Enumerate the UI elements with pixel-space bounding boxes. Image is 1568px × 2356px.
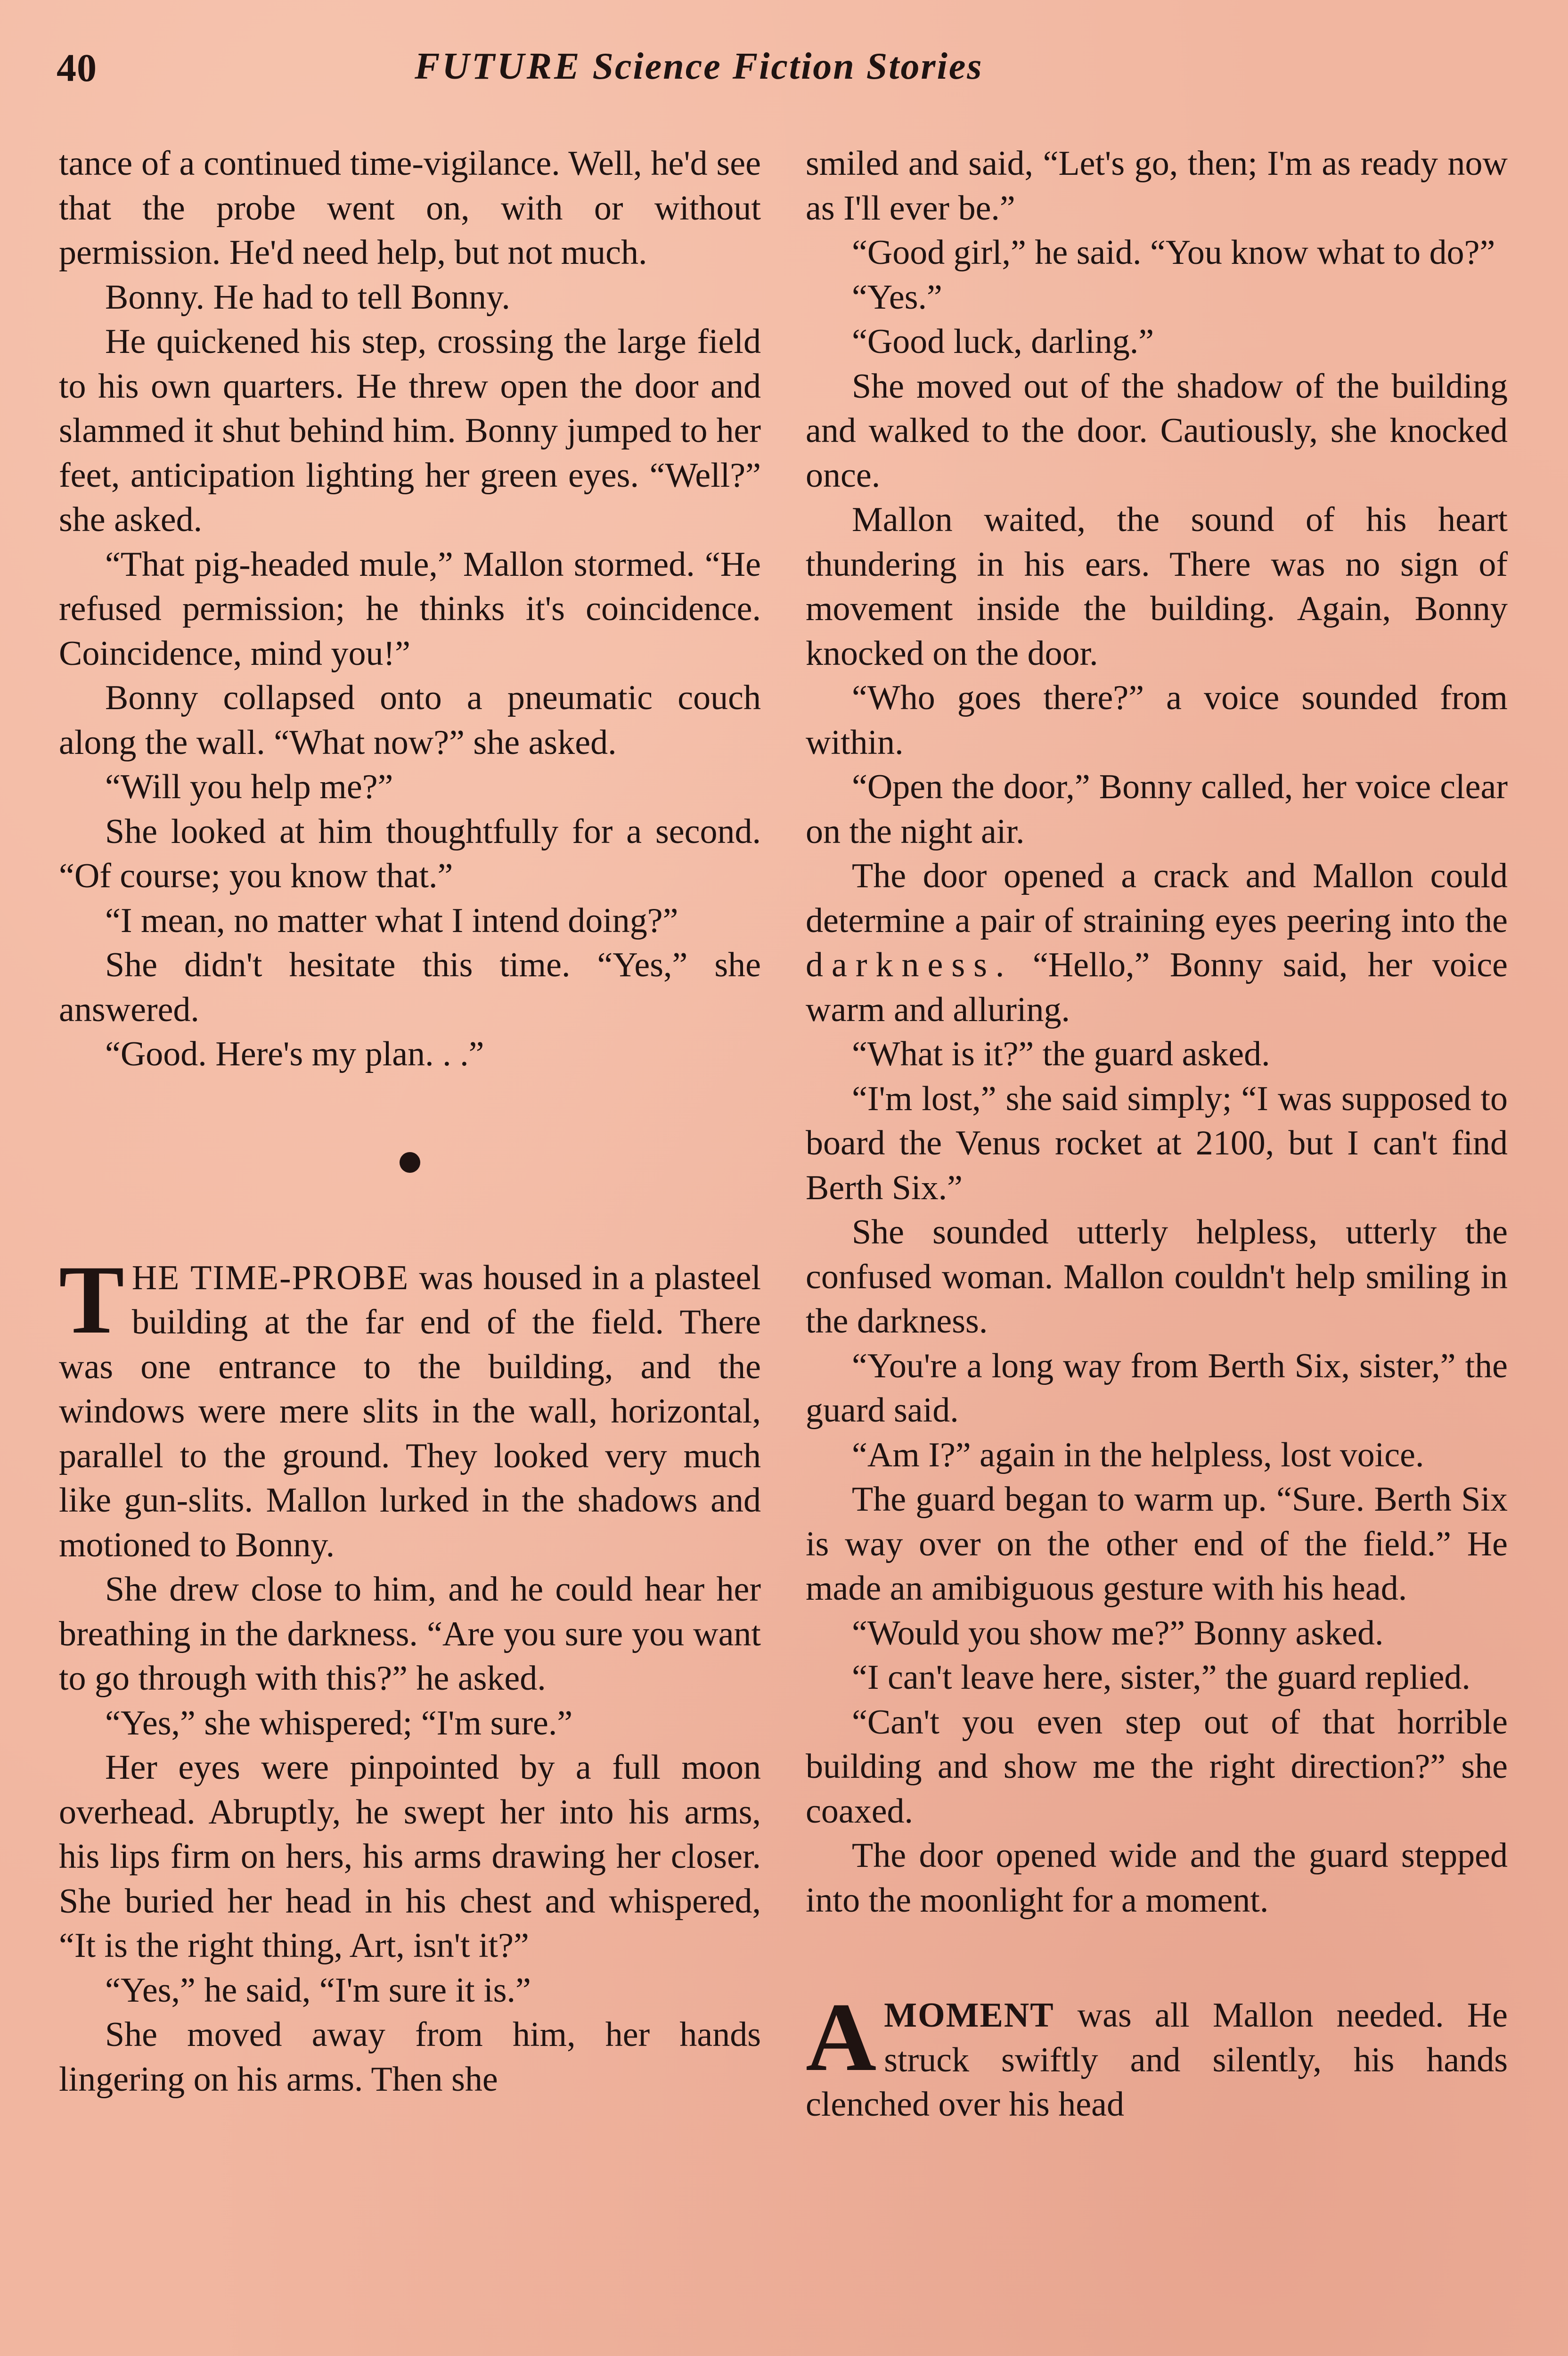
drop-cap: A — [806, 1983, 877, 2091]
paragraph: The guard began to warm up. “Sure. Berth Six is way over on the other end of the field.” He made an amibiguous gesture with his head. — [806, 1480, 1508, 1608]
paragraph: smiled and said, “Let's go, then; I'm as ready now as I'll ever be.” — [806, 144, 1508, 228]
paragraph-text: The door opened a crack and Mallon could determine a pair of straining eyes peering into the — [806, 857, 1508, 940]
section-break-dot-icon — [400, 1152, 420, 1173]
paragraph: “Will you help me?” — [105, 768, 393, 806]
paragraph: Bonny collapsed onto a pneumatic couch along the wall. “What now?” she asked. — [59, 679, 761, 762]
paragraph: “That pig-headed mule,” Mallon stormed. “He refused permission; he thinks it's coincidence. Coincidence, mind you!” — [59, 545, 761, 673]
section-opening-paragraph — [59, 1245, 761, 1568]
paragraph: “Yes.” — [852, 278, 942, 317]
running-title-future: FUTURE — [415, 46, 582, 87]
paragraph: “What is it?” the guard asked. — [852, 1035, 1270, 1073]
paragraph: “Open the door,” Bonny called, her voice clear on the night air. — [806, 768, 1508, 851]
paragraph-text: “Hello,” Bonny said, her voice warm and alluring. — [806, 946, 1508, 1029]
paragraph: “Good girl,” he said. “You know what to do?” — [852, 233, 1495, 272]
section-opening-paragraph — [806, 1983, 1508, 2127]
paragraph: She moved out of the shadow of the building and walked to the door. Cautiously, she knocked once. — [806, 367, 1508, 495]
paragraph: She didn't hesitate this time. “Yes,” she answered. — [59, 946, 761, 1029]
right-column — [806, 141, 1508, 2127]
page-header — [57, 45, 1517, 97]
paragraph: She sounded utterly helpless, utterly the confused woman. Mallon couldn't help smiling in the darkness. — [806, 1213, 1508, 1341]
paragraph: “Yes,” she whispered; “I'm sure.” — [105, 1703, 573, 1742]
paragraph: “Who goes there?” a voice sounded from within. — [806, 679, 1508, 762]
paragraph: He quickened his step, crossing the large field to his own quarters. He threw open the door and slammed it shut behind him. Bonny jumped to her feet, anticipation lighting her green eyes. “Well?” she asked. — [59, 322, 761, 539]
paragraph: “Good. Here's my plan. . .” — [105, 1035, 484, 1073]
section-break — [59, 1077, 761, 1256]
paragraph: “I mean, no matter what I intend doing?” — [105, 901, 678, 940]
paragraph: She looked at him thoughtfully for a second. “Of course; you know that.” — [59, 812, 761, 895]
lead-in-caps: HE TIME-PROBE — [131, 1258, 409, 1297]
paragraph: “Yes,” he said, “I'm sure it is.” — [105, 1971, 531, 2010]
paragraph: “I'm lost,” she said simply; “I was supposed to board the Venus rocket at 2100, but I can't find Berth Six.” — [806, 1079, 1508, 1207]
running-title-rest: Science Fiction Stories — [592, 46, 983, 87]
paragraph: Mallon waited, the sound of his heart thundering in his ears. There was no sign of movement inside the building. Again, Bonny knocked on the door. — [806, 500, 1508, 673]
paragraph: “You're a long way from Berth Six, sister,” the guard said. — [806, 1346, 1508, 1430]
paragraph: tance of a continued time-vigilance. Well, he'd see that the probe went on, with or without permission. He'd need help, but not much. — [59, 144, 761, 272]
paragraph: Bonny. He had to tell Bonny. — [105, 278, 510, 317]
paragraph: “Good luck, darling.” — [852, 322, 1154, 361]
running-title — [415, 45, 983, 88]
paragraph: The door opened wide and the guard stepped into the moonlight for a moment. — [806, 1836, 1508, 1920]
paragraph: “I can't leave here, sister,” the guard replied. — [852, 1658, 1470, 1697]
paragraph — [806, 854, 1508, 1032]
paragraph: She moved away from him, her hands lingering on his arms. Then she — [59, 2015, 761, 2099]
paragraph: “Am I?” again in the helpless, lost voice. — [852, 1435, 1424, 1474]
paragraph: “Can't you even step out of that horrible building and show me the right direction?” she coaxed. — [806, 1702, 1508, 1831]
section-gap — [806, 1922, 1508, 1993]
paragraph: Her eyes were pinpointed by a full moon overhead. Abruptly, he swept her into his arms, his lips firm on hers, his arms drawing her closer. She buried her head in his chest and whispered, “It is the right thing, Art, isn't it?” — [59, 1748, 761, 1965]
paragraph: “Would you show me?” Bonny asked. — [852, 1613, 1384, 1652]
spaced-word: darkness. — [806, 946, 1013, 984]
paragraph-text: was all Mallon needed. He struck swiftly and silently, his hands clenched over his head — [806, 1996, 1508, 2124]
page-number: 40 — [57, 46, 97, 90]
paragraph-text: was housed in a plasteel building at the far end of the field. There was one entrance to the building, and the windows were mere slits in the wall, horizontal, parallel to the ground. They looked very much like gun-slits. Mallon lurked in the shadows and motioned to Bonny. — [59, 1258, 761, 1564]
left-column — [59, 141, 761, 2102]
lead-in-caps: MOMENT — [884, 1996, 1054, 2035]
drop-cap: T — [59, 1245, 124, 1354]
paragraph: She drew close to him, and he could hear her breathing in the darkness. “Are you sure you want to go through with this?” he asked. — [59, 1570, 761, 1698]
